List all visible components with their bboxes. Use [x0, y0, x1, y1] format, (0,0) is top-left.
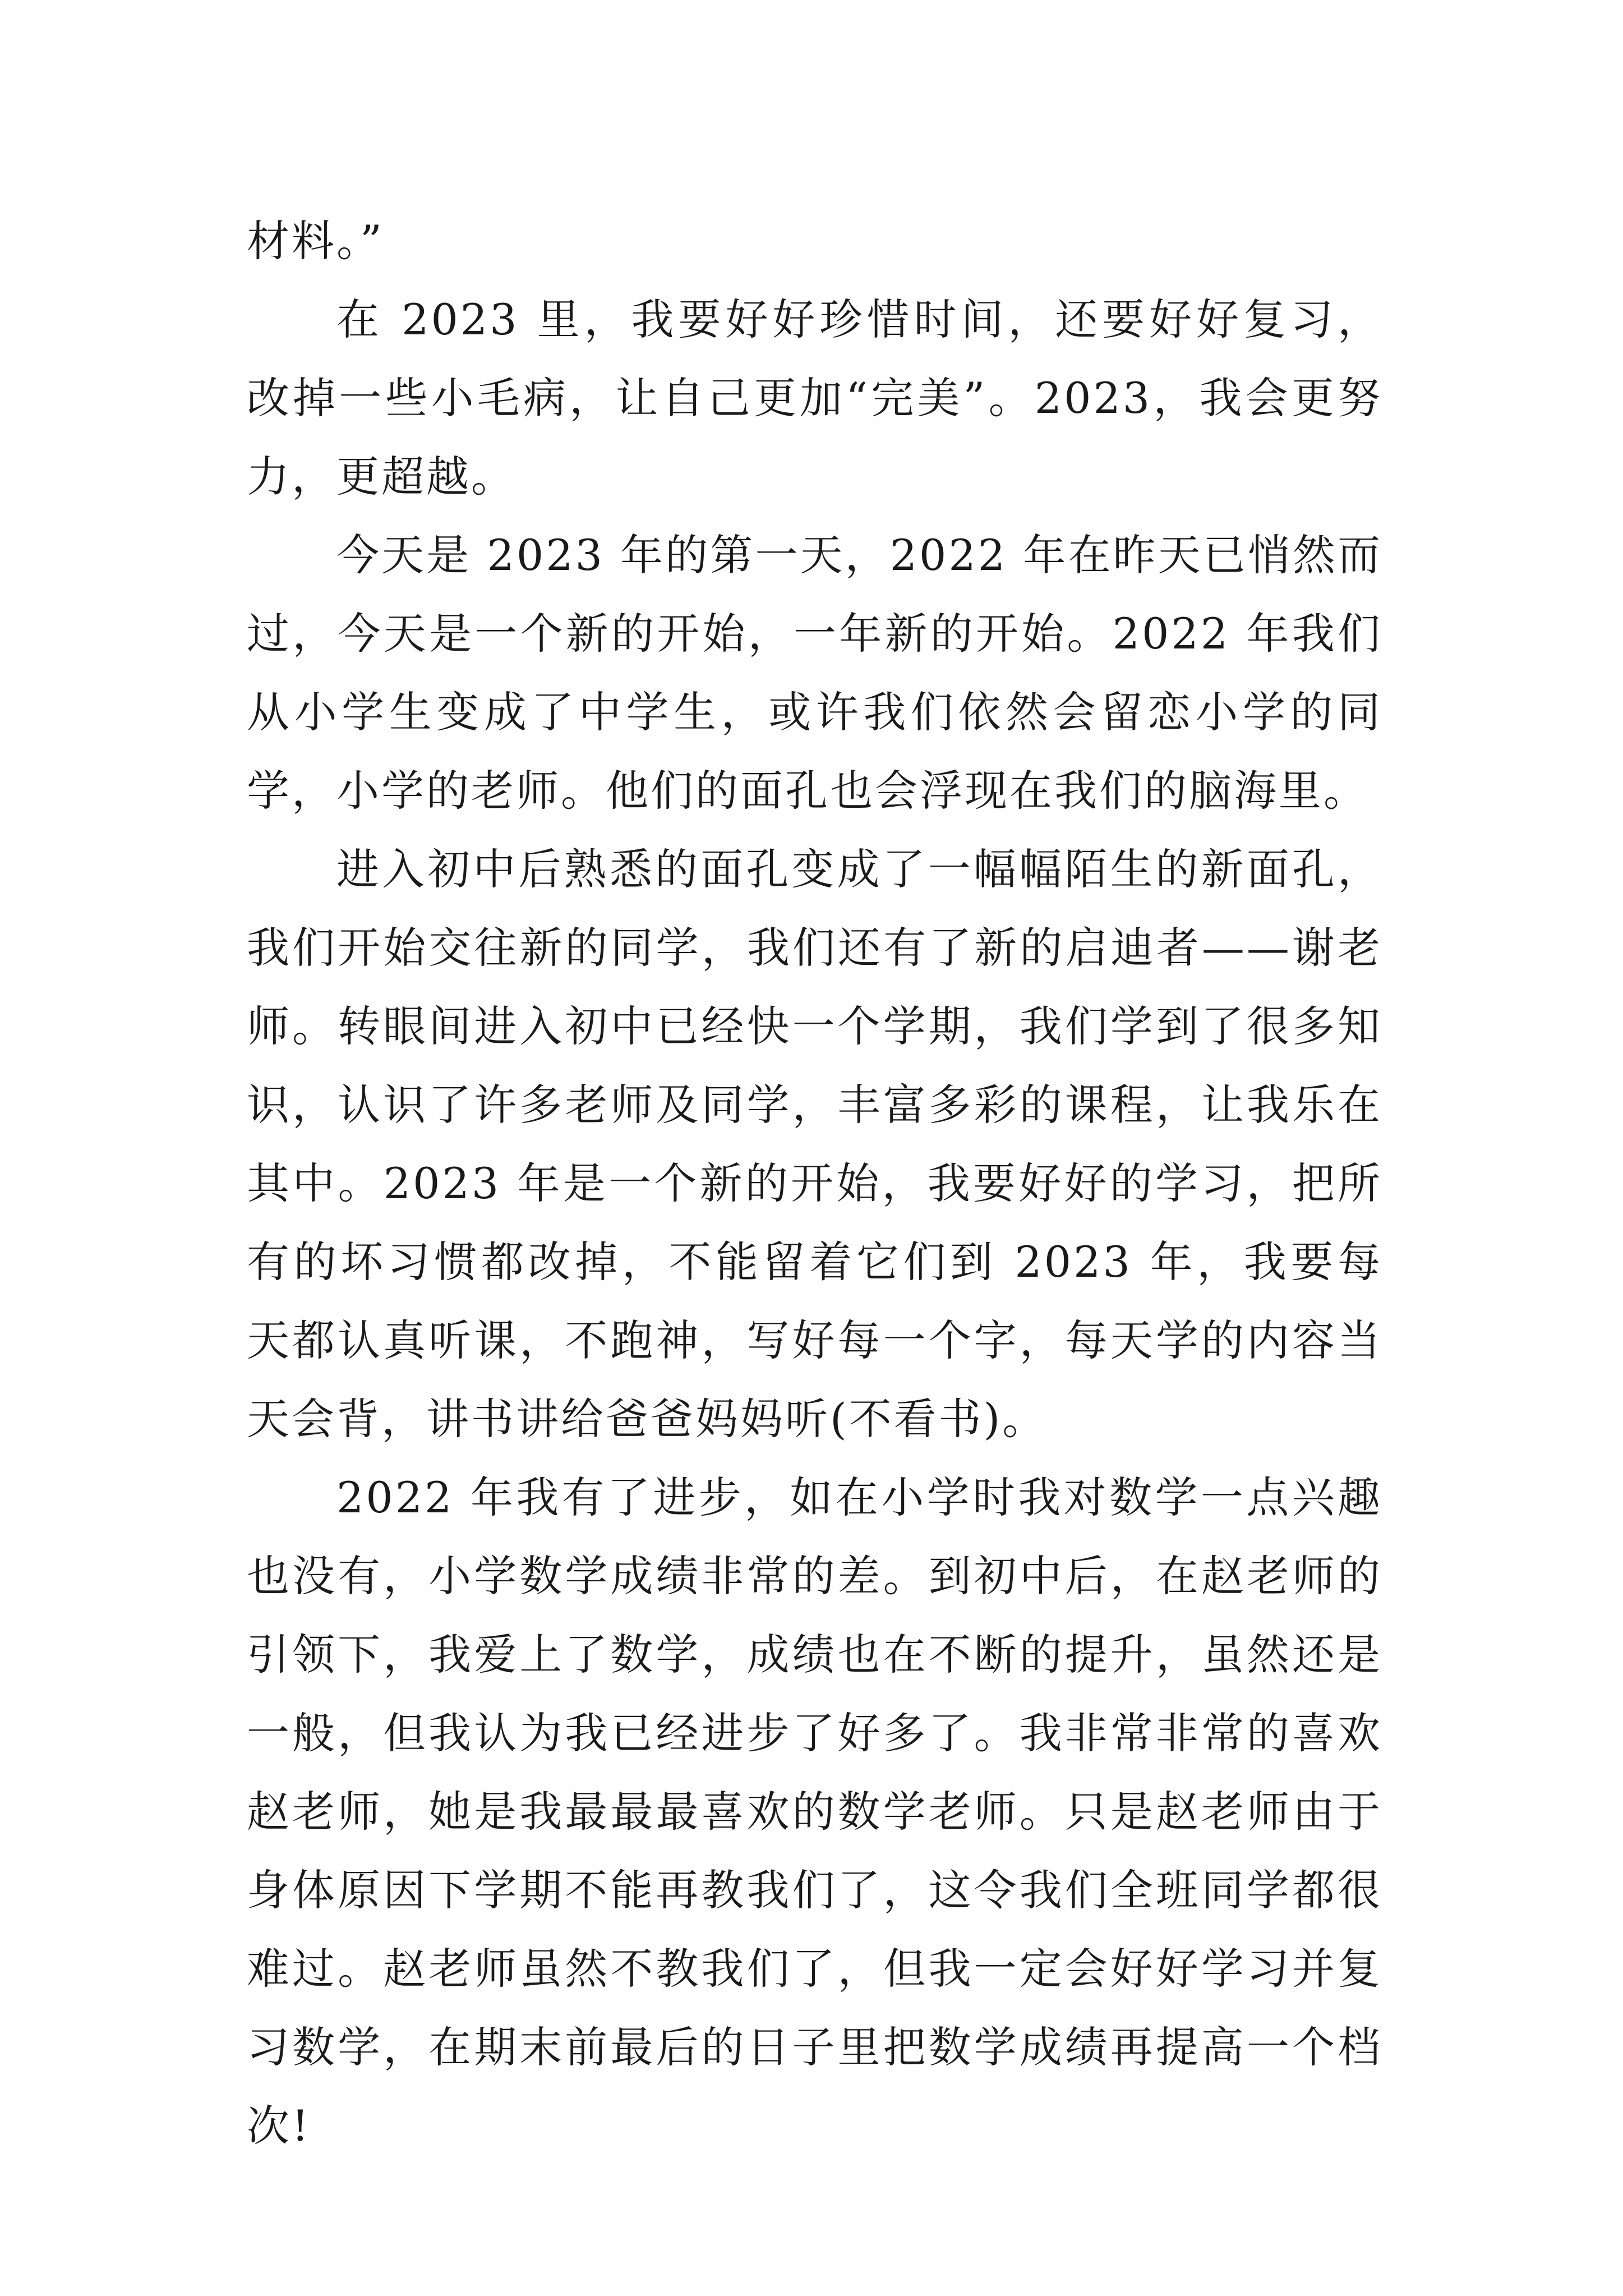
paragraph-continuation: 材料。”	[247, 216, 384, 266]
document-body	[247, 202, 1382, 2165]
paragraph: 今天是 2023 年的第一天，2022 年在昨天已悄然而过，今天是一个新的开始，一年新的开始。2022 年我们从小学生变成了中学生，或许我们依然会留恋小学的同学，小学的老师。他们的面孔也会浮现在我们的脑海里。	[247, 530, 1382, 816]
paragraph: 2022 年我有了进步，如在小学时我对数学一点兴趣也没有，小学数学成绩非常的差。到初中后，在赵老师的引领下，我爱上了数学，成绩也在不断的提升，虽然还是一般，但我认为我已经进步了好多了。我非常非常的喜欢赵老师，她是我最最最喜欢的数学老师。只是赵老师由于身体原因下学期不能再教我们了，这令我们全班同学都很难过。赵老师虽然不教我们了，但我一定会好好学习并复习数学，在期末前最后的日子里把数学成绩再提高一个档次!	[247, 1473, 1382, 2151]
paragraph: 在 2023 里，我要好好珍惜时间，还要好好复习，改掉一些小毛病，让自己更加“完美”。2023，我会更努力，更超越。	[247, 295, 1382, 501]
paragraph: 进入初中后熟悉的面孔变成了一幅幅陌生的新面孔，我们开始交往新的同学，我们还有了新的启迪者——谢老师。转眼间进入初中已经快一个学期，我们学到了很多知识，认识了许多老师及同学，丰富多彩的课程，让我乐在其中。2023 年是一个新的开始，我要好好的学习，把所有的坏习惯都改掉，不能留着它们到 2023 年，我要每天都认真听课，不跑神，写好每一个字，每天学的内容当天会背，讲书讲给爸爸妈妈听(不看书)。	[247, 844, 1382, 1444]
